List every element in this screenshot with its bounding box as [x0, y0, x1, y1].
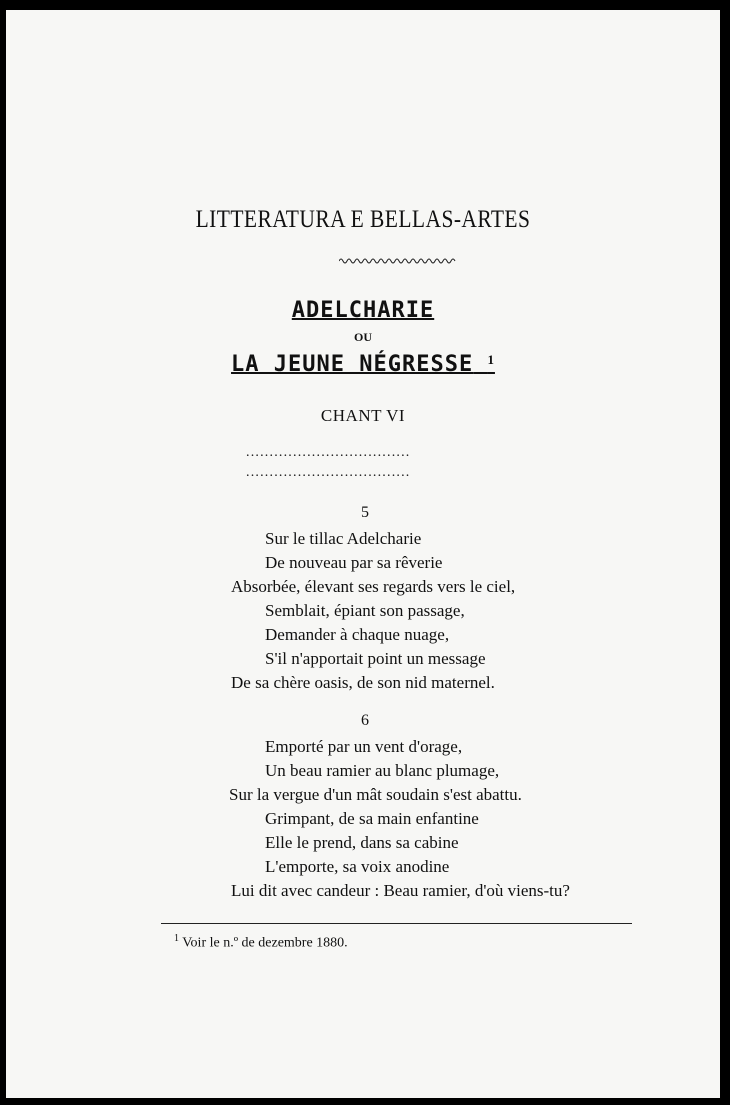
ellipsis-row: ...................................	[246, 465, 411, 480]
footnote	[174, 933, 348, 952]
stanza-number: 6	[361, 712, 369, 729]
verse-line: De nouveau par sa rêverie	[265, 553, 443, 572]
verse-line: Demander à chaque nuage,	[265, 625, 450, 644]
verse-line: Absorbée, élevant ses regards vers le ciel,	[231, 577, 516, 596]
stanza-number: 5	[361, 504, 369, 521]
section-title: LITTERATURA E BELLAS-ARTES	[195, 206, 531, 233]
footnote-text: Voir le n.º de dezembre 1880.	[182, 935, 348, 951]
verse-line: Elle le prend, dans sa cabine	[265, 833, 459, 852]
footnote-rule	[161, 923, 632, 924]
verse-line: Sur la vergue d'un mât soudain s'est abattu.	[229, 785, 522, 804]
title-connector: OU	[354, 330, 372, 344]
verse-line: Sur le tillac Adelcharie	[265, 529, 422, 548]
footnote-marker: 1	[174, 933, 179, 944]
verse-line: S'il n'apportait point un message	[265, 649, 486, 668]
footnote-reference: 1	[487, 352, 495, 367]
poem-title: ADELCHARIE	[291, 298, 435, 323]
decorative-wavy-rule	[339, 257, 457, 265]
poem-subtitle	[6, 352, 720, 377]
verse-line: De sa chère oasis, de son nid maternel.	[231, 673, 495, 692]
verse-line: Emporté par un vent d'orage,	[265, 737, 463, 756]
verse-line: Grimpant, de sa main enfantine	[265, 809, 479, 828]
page	[6, 10, 720, 1098]
verse-line: L'emporte, sa voix anodine	[265, 857, 450, 876]
ellipsis-row: ...................................	[246, 445, 411, 460]
verse-line: Lui dit avec candeur : Beau ramier, d'où viens-tu?	[231, 881, 570, 900]
verse-line: Semblait, épiant son passage,	[265, 601, 465, 620]
poem-subtitle-text: LA JEUNE NÉGRESSE	[231, 352, 474, 377]
chant-heading: CHANT VI	[320, 406, 406, 425]
verse-line: Un beau ramier au blanc plumage,	[265, 761, 500, 780]
